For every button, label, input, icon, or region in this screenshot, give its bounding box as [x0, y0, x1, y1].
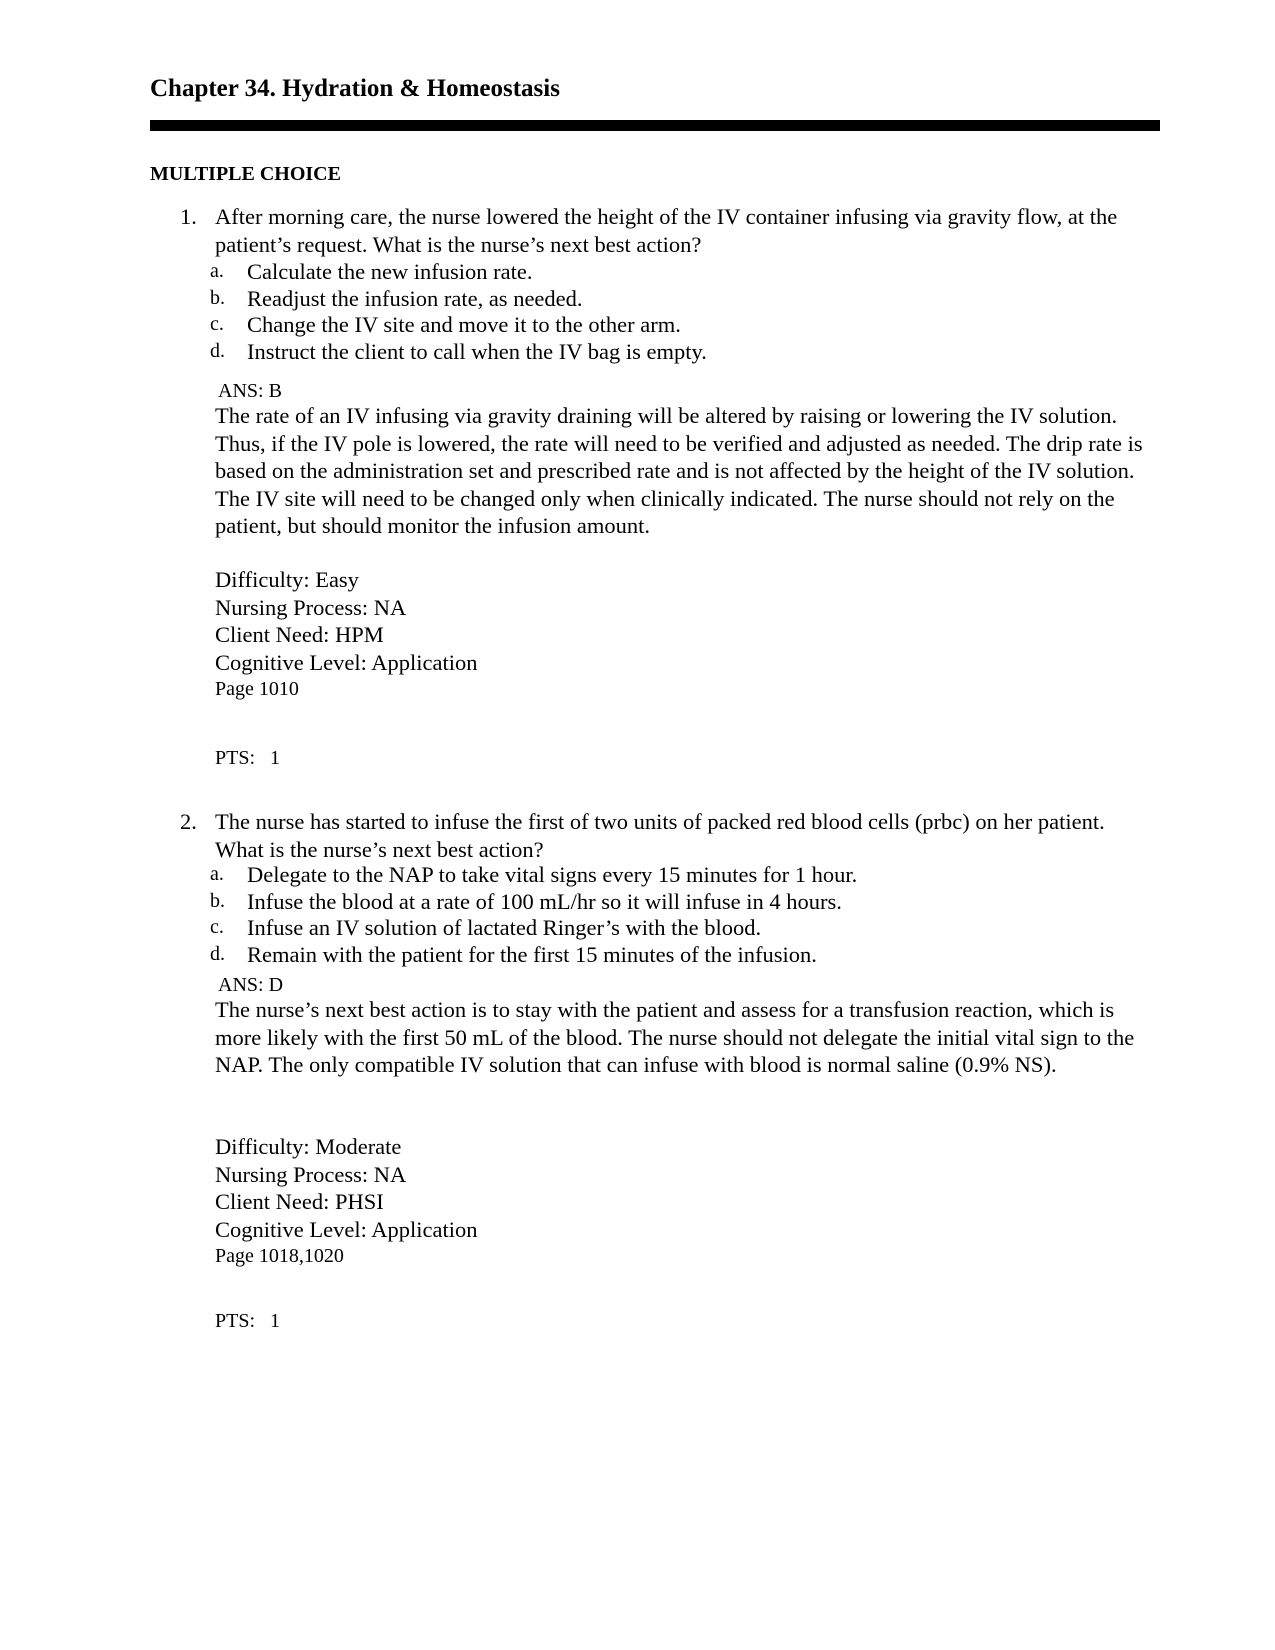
cognitive-level: Cognitive Level: Application [215, 649, 478, 675]
answer-rationale: The rate of an IV infusing via gravity draining will be altered by raising or lowering the IV solution. Thus, if the IV pole is lowered, the rate will need to be verified and adjusted as needed. The drip rate is based on the administration set and prescribed rate and is not affected by the height of the IV solution. The IV site will need to be changed only when clinically indicated. The nurse should not rely on the patient, but should monitor the infusion amount. [215, 403, 1143, 538]
option-text: Delegate to the NAP to take vital signs every 15 minutes for 1 hour. [247, 862, 858, 887]
page-reference: Page 1010 [215, 678, 299, 700]
option-text: Remain with the patient for the first 15 minutes of the infusion. [247, 941, 817, 967]
answer-rationale: The nurse’s next best action is to stay with the patient and assess for a transfusion reaction, which is more likely with the first 50 mL of the blood. The nurse should not delegate the initial vital sign to the NAP. The only compatible IV solution that can infuse with blood is normal saline (0.9% NS). [215, 997, 1135, 1077]
option-letter: a. [210, 260, 224, 282]
page-reference: Page 1018,1020 [215, 1245, 344, 1267]
cognitive-level: Cognitive Level: Application [215, 1216, 478, 1242]
option-d [150, 338, 1160, 366]
option-text: Calculate the new infusion rate. [247, 259, 533, 284]
answer-key: ANS: D [218, 974, 284, 996]
option-a [150, 861, 1160, 889]
question-stem: The nurse has started to infuse the first of two units of packed red blood cells (prbc) on her patient. What is the nurse’s next best action? [215, 809, 1105, 862]
option-c [150, 311, 1160, 339]
option-a [150, 258, 1160, 286]
option-letter: c. [210, 916, 224, 938]
difficulty: Difficulty: Moderate [215, 1134, 402, 1159]
option-text: Instruct the client to call when the IV bag is empty. [247, 338, 707, 364]
option-letter: b. [210, 286, 225, 309]
option-letter: b. [210, 889, 225, 912]
option-c [150, 914, 1160, 942]
answer-key: ANS: B [218, 380, 282, 402]
section-heading: MULTIPLE CHOICE [150, 163, 341, 185]
option-letter: d. [210, 339, 225, 362]
option-d [150, 941, 1160, 969]
option-text: Infuse an IV solution of lactated Ringer’s with the blood. [247, 915, 762, 940]
title-rule [150, 120, 1160, 131]
client-need: Client Need: HPM [215, 622, 384, 647]
chapter-title: Chapter 34. Hydration & Homeostasis [150, 75, 560, 102]
option-text: Readjust the infusion rate, as needed. [247, 285, 583, 311]
option-letter: c. [210, 313, 224, 335]
option-letter: d. [210, 942, 225, 965]
question-stem: After morning care, the nurse lowered the height of the IV container infusing via gravity flow, at the patient’s request. What is the nurse’s next best action? [215, 204, 1118, 257]
option-text: Change the IV site and move it to the other arm. [247, 312, 681, 337]
question-metadata [215, 1133, 815, 1269]
option-b [150, 285, 1160, 313]
points: PTS: 1 [215, 747, 281, 769]
option-b [150, 888, 1160, 916]
option-letter: a. [210, 863, 224, 885]
option-text: Infuse the blood at a rate of 100 mL/hr so it will infuse in 4 hours. [247, 888, 842, 914]
question-number: 1. [180, 204, 197, 229]
difficulty: Difficulty: Easy [215, 567, 359, 592]
question-number: 2. [180, 809, 197, 834]
points: PTS: 1 [215, 1310, 281, 1332]
client-need: Client Need: PHSI [215, 1189, 384, 1214]
nursing-process: Nursing Process: NA [215, 1161, 407, 1187]
nursing-process: Nursing Process: NA [215, 594, 407, 620]
question-metadata [215, 566, 815, 702]
